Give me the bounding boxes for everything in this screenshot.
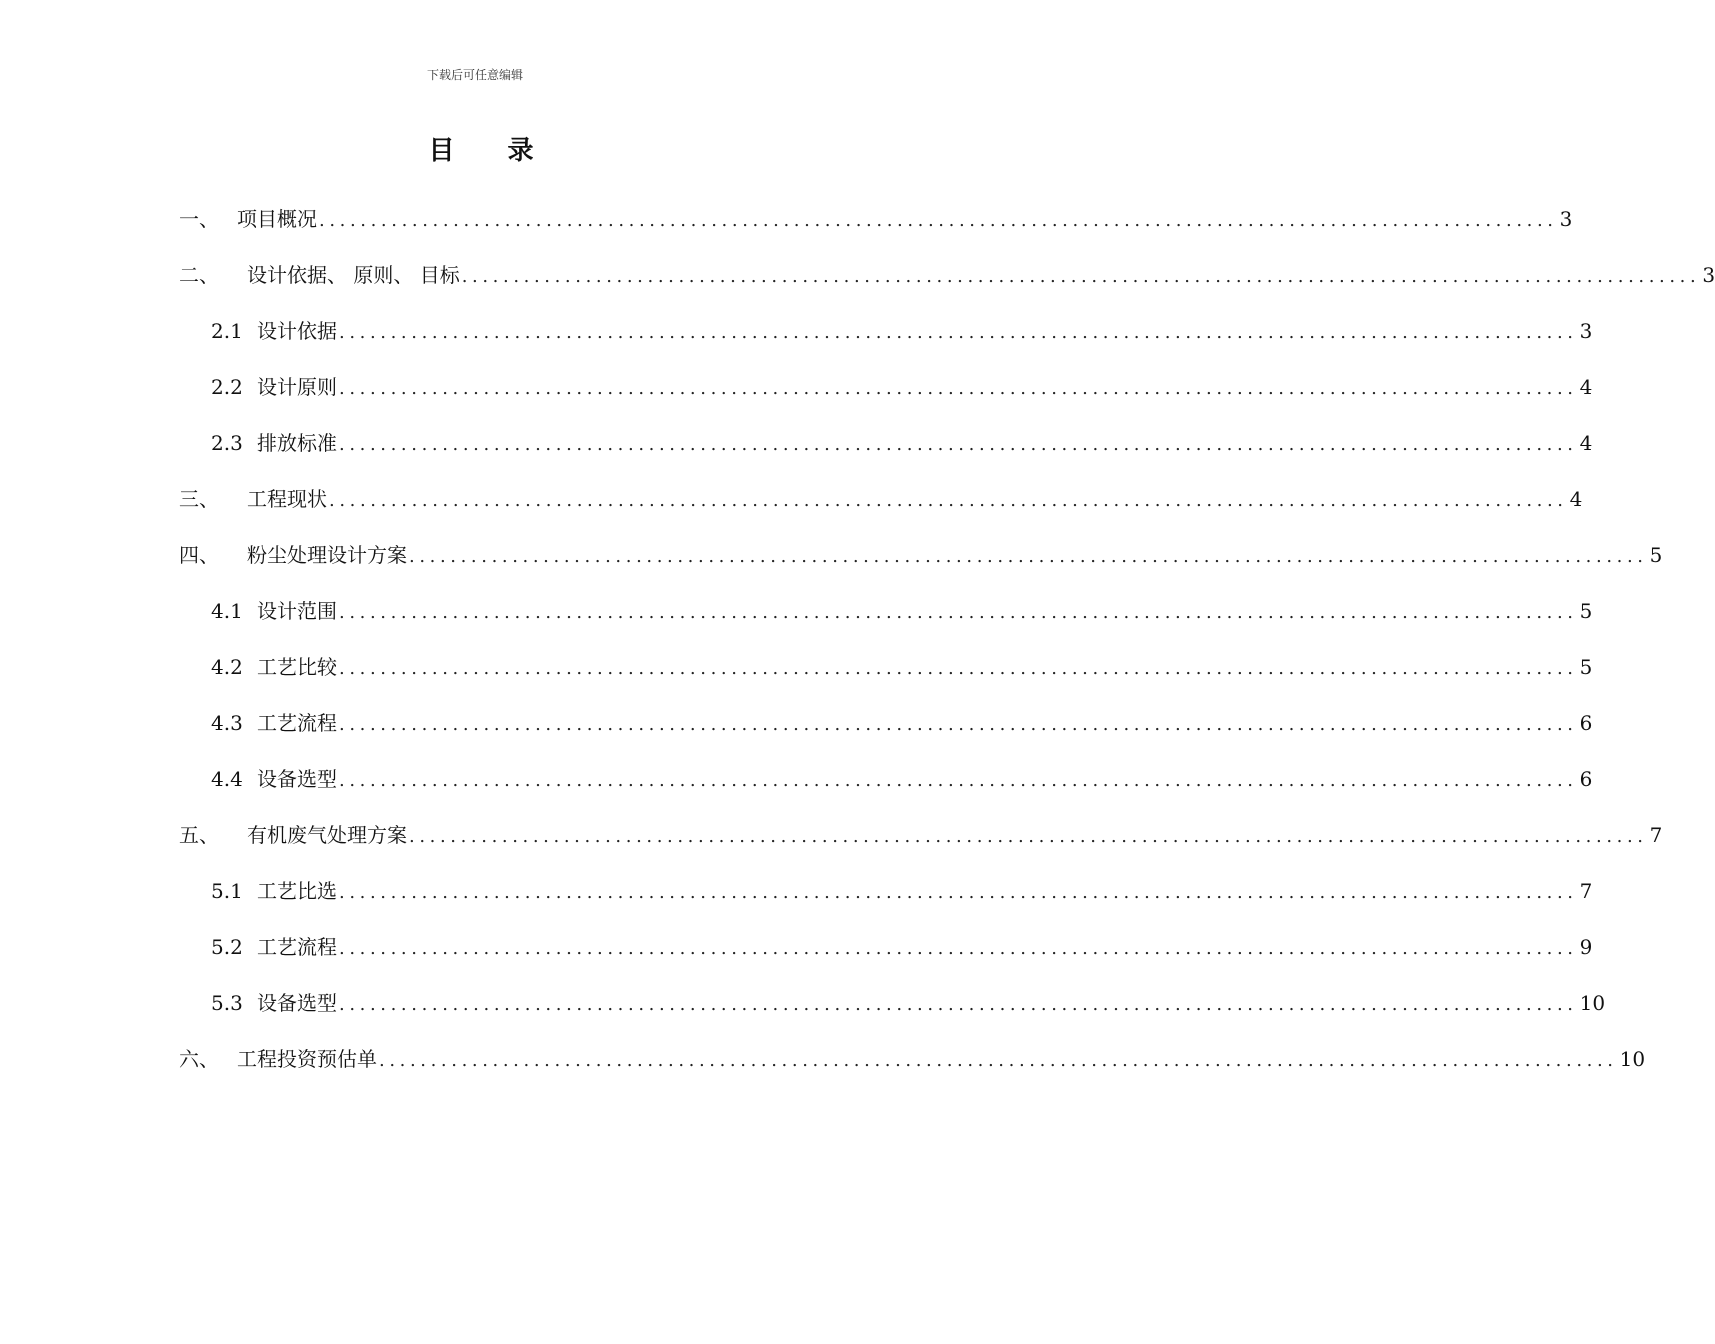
toc-entry-text: 设计依据 bbox=[257, 319, 337, 343]
toc-entry[interactable] bbox=[179, 874, 1593, 930]
toc-entry[interactable] bbox=[179, 426, 1593, 482]
toc-dot-leader: ........................................................................................................................ bbox=[339, 658, 1578, 679]
toc-entry-text: 工艺比选 bbox=[257, 879, 337, 903]
toc-entry-number: 5.3 bbox=[211, 991, 243, 1015]
toc-dot-leader: ........................................................................................................................ bbox=[329, 490, 1568, 511]
toc-dot-leader: ........................................................................................................................ bbox=[409, 546, 1648, 567]
toc-entry-text: 设备选型 bbox=[257, 991, 337, 1015]
toc-entry-text: 粉尘处理设计方案 bbox=[247, 543, 407, 567]
toc-entry-number: 2.3 bbox=[211, 431, 243, 455]
toc-dot-leader: ........................................................................................................................ bbox=[339, 770, 1578, 791]
toc-entry-text: 设计原则 bbox=[257, 375, 337, 399]
toc-dot-leader: ........................................................................................................................ bbox=[339, 434, 1578, 455]
toc-dot-leader: ........................................................................................................................ bbox=[339, 882, 1578, 903]
toc-entry-page: 5 bbox=[1579, 599, 1593, 623]
toc-entry-number: 4.3 bbox=[211, 711, 243, 735]
toc-entry-number: 2.2 bbox=[211, 375, 243, 399]
toc-entry[interactable] bbox=[179, 986, 1606, 1042]
toc-entry-number: 4.1 bbox=[211, 599, 243, 623]
toc-entry-text: 有机废气处理方案 bbox=[247, 823, 407, 847]
toc-dot-leader: ........................................................................................................................ bbox=[339, 322, 1578, 343]
toc-entry[interactable] bbox=[179, 1042, 1646, 1098]
toc-entry-page: 3 bbox=[1702, 263, 1715, 287]
toc-entry-text: 排放标准 bbox=[257, 431, 337, 455]
toc-dot-leader: ........................................................................................................................ bbox=[461, 266, 1701, 287]
toc-entry-number: 一、 bbox=[179, 207, 219, 231]
toc-entry[interactable] bbox=[179, 818, 1663, 874]
toc-dot-leader: ........................................................................................................................ bbox=[339, 994, 1578, 1015]
toc-title: 目 录 bbox=[428, 136, 556, 166]
toc-entry-text: 设计范围 bbox=[257, 599, 337, 623]
toc-dot-leader: ........................................................................................................................ bbox=[319, 210, 1558, 231]
toc-entry-text: 设备选型 bbox=[257, 767, 337, 791]
table-of-contents bbox=[179, 202, 1715, 1098]
toc-entry-number: 4.4 bbox=[211, 767, 243, 791]
toc-entry[interactable] bbox=[179, 258, 1715, 314]
toc-entry-number: 2.1 bbox=[211, 319, 243, 343]
toc-entry-number: 五、 bbox=[179, 823, 219, 847]
toc-entry-page: 3 bbox=[1579, 319, 1593, 343]
toc-entry-number: 二、 bbox=[179, 263, 219, 287]
toc-dot-leader: ........................................................................................................................ bbox=[339, 714, 1578, 735]
toc-entry-text: 工程投资预估单 bbox=[237, 1047, 377, 1071]
toc-entry-page: 3 bbox=[1559, 207, 1573, 231]
toc-entry[interactable] bbox=[179, 482, 1583, 538]
toc-entry-page: 9 bbox=[1579, 935, 1593, 959]
toc-entry-page: 5 bbox=[1579, 655, 1593, 679]
toc-entry[interactable] bbox=[179, 314, 1593, 370]
toc-entry-page: 4 bbox=[1579, 431, 1593, 455]
toc-entry-number: 四、 bbox=[179, 543, 219, 567]
toc-dot-leader: ........................................................................................................................ bbox=[379, 1050, 1618, 1071]
toc-entry[interactable] bbox=[179, 706, 1593, 762]
toc-dot-leader: ........................................................................................................................ bbox=[339, 938, 1578, 959]
toc-entry-text: 工艺流程 bbox=[257, 711, 337, 735]
toc-entry[interactable] bbox=[179, 650, 1593, 706]
toc-entry[interactable] bbox=[179, 538, 1663, 594]
toc-entry-page: 10 bbox=[1619, 1047, 1646, 1071]
toc-entry-text: 设计依据、 原则、 目标 bbox=[247, 263, 460, 287]
toc-entry-page: 5 bbox=[1649, 543, 1663, 567]
toc-entry-page: 4 bbox=[1579, 375, 1593, 399]
toc-entry-page: 10 bbox=[1579, 991, 1606, 1015]
toc-entry-number: 六、 bbox=[179, 1047, 219, 1071]
toc-entry-page: 6 bbox=[1579, 767, 1593, 791]
toc-entry-text: 项目概况 bbox=[237, 207, 317, 231]
header-note: 下载后可任意编辑 bbox=[426, 68, 523, 82]
toc-entry-number: 三、 bbox=[179, 487, 219, 511]
toc-entry-text: 工艺比较 bbox=[257, 655, 337, 679]
toc-entry[interactable] bbox=[179, 202, 1573, 258]
toc-entry-text: 工艺流程 bbox=[257, 935, 337, 959]
toc-entry[interactable] bbox=[179, 930, 1593, 986]
toc-entry-number: 5.1 bbox=[211, 879, 243, 903]
toc-entry[interactable] bbox=[179, 370, 1593, 426]
toc-entry-page: 6 bbox=[1579, 711, 1593, 735]
toc-dot-leader: ........................................................................................................................ bbox=[409, 826, 1648, 847]
toc-dot-leader: ........................................................................................................................ bbox=[339, 602, 1578, 623]
toc-entry-page: 7 bbox=[1649, 823, 1663, 847]
toc-entry[interactable] bbox=[179, 594, 1593, 650]
toc-entry-page: 7 bbox=[1579, 879, 1593, 903]
toc-entry-number: 4.2 bbox=[211, 655, 243, 679]
toc-dot-leader: ........................................................................................................................ bbox=[339, 378, 1578, 399]
toc-entry[interactable] bbox=[179, 762, 1593, 818]
toc-entry-number: 5.2 bbox=[211, 935, 243, 959]
toc-entry-page: 4 bbox=[1569, 487, 1583, 511]
toc-entry-text: 工程现状 bbox=[247, 487, 327, 511]
